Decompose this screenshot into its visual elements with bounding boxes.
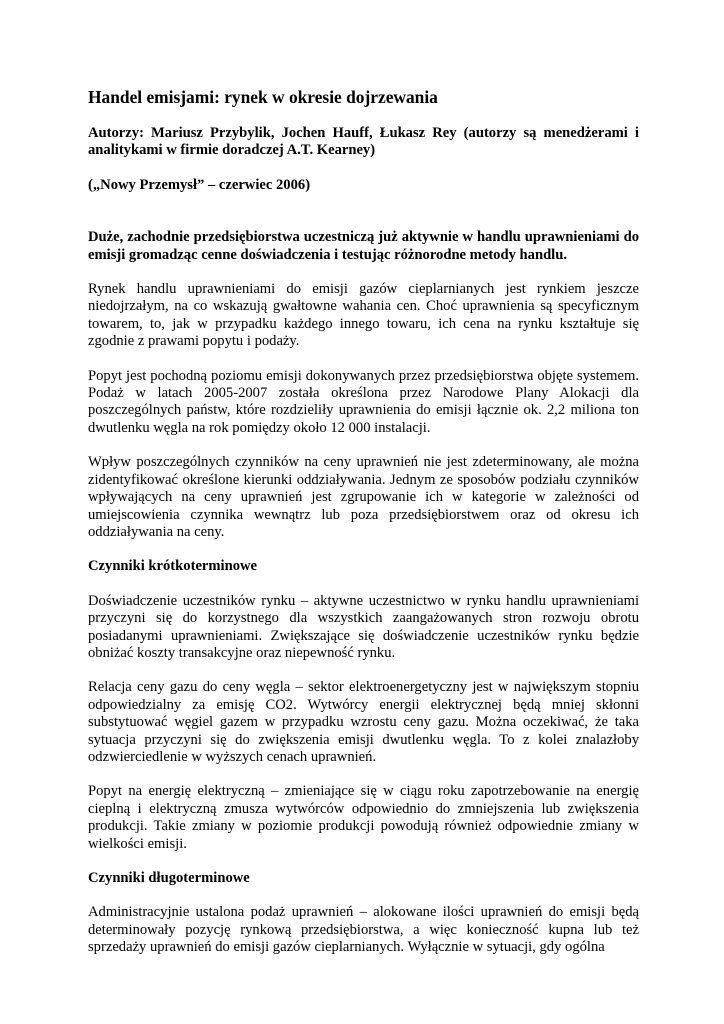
section-heading-long-term: Czynniki długoterminowe — [88, 870, 250, 886]
section-heading-short-term: Czynniki krótkoterminowe — [88, 558, 258, 575]
paragraph: Rynek handlu uprawnieniami do emisji gazów cieplarnianych jest rynkiem jeszcze niedojrzałym, na co wskazują gwałtowne wahania cen. Choć uprawnienia są specyficznym towarem, to, jak w przypadku każdego innego towaru, ich cena na rynku kształtuje się zgodnie z prawami popytu i podaży. — [88, 281, 639, 350]
article-lead: Duże, zachodnie przedsiębiorstwa uczestniczą już aktywnie w handlu uprawnieniami do emisji gromadząc cenne doświadczenia i testując różnorodne metody handlu. — [88, 229, 639, 263]
paragraph: Popyt na energię elektryczną – zmieniające się w ciągu roku zapotrzebowanie na energię cieplną i elektryczną zmusza wytwórców odpowiednio do zmniejszenia lub zwiększenia produkcji. Takie zmiany w poziomie produkcji powodują również odpowiednie zmiany w wielkości emisji. — [88, 783, 639, 852]
article-source: („Nowy Przemysł” – czerwiec 2006) — [88, 176, 311, 193]
paragraph: Wpływ poszczególnych czynników na ceny uprawnień nie jest zdeterminowany, ale można zidentyfikować określone kierunki oddziaływania. Jednym ze sposobów podziału czynników wpływających na ceny uprawnień jest zgrupowanie ich w kategorie w zależności od umiejscowienia czynnika wewnątrz lub poza przedsiębiorstwem oraz od okresu ich oddziaływania na ceny. — [88, 454, 639, 540]
article-title: Handel emisjami: rynek w okresie dojrzewania — [88, 87, 438, 107]
paragraph: Doświadczenie uczestników rynku – aktywne uczestnictwo w rynku handlu uprawnieniami przyczyni się do korzystnego dla wszystkich zaangażowanych stron rozwoju obrotu posiadanymi uprawnieniami. Zwiększające się doświadczenie uczestników rynku będzie obniżać koszty transakcyjne oraz niepewność rynku. — [88, 592, 639, 661]
paragraph: Popyt jest pochodną poziomu emisji dokonywanych przez przedsiębiorstwa objęte systemem. Podaż w latach 2005-2007 została określona przez Narodowe Plany Alokacji dla poszczególnych państw, które rozdzieliły uprawnienia do emisji łącznie ok. 2,2 miliona ton dwutlenku węgla na rok pomiędzy około 12 000 instalacji. — [88, 367, 639, 436]
document-page — [88, 86, 639, 974]
paragraph: Relacja ceny gazu do ceny węgla – sektor elektroenergetyczny jest w największym stopniu odpowiedzialny za emisję CO2. Wytwórcy energii elektrycznej będą mniej skłonni substytuować węgiel gazem w przypadku wzrostu ceny gazu. Można oczekiwać, że taka sytuacja przyczyni się do zwiększenia emisji dwutlenku węgla. To z kolei znalazłoby odzwierciedlenie w wyższych cenach uprawnień. — [88, 679, 639, 765]
article-authors: Autorzy: Mariusz Przybylik, Jochen Hauff, Łukasz Rey (autorzy są menedżerami i analitykami w firmie doradczej A.T. Kearney) — [88, 125, 639, 159]
paragraph: Administracyjnie ustalona podaż uprawnień – alokowane ilości uprawnień do emisji będą determinowały pozycję rynkową przedsiębiorstwa, a więc konieczność kupna lub też sprzedaży uprawnień do emisji gazów cieplarnianych. Wyłącznie w sytuacji, gdy ogólna — [88, 904, 639, 956]
